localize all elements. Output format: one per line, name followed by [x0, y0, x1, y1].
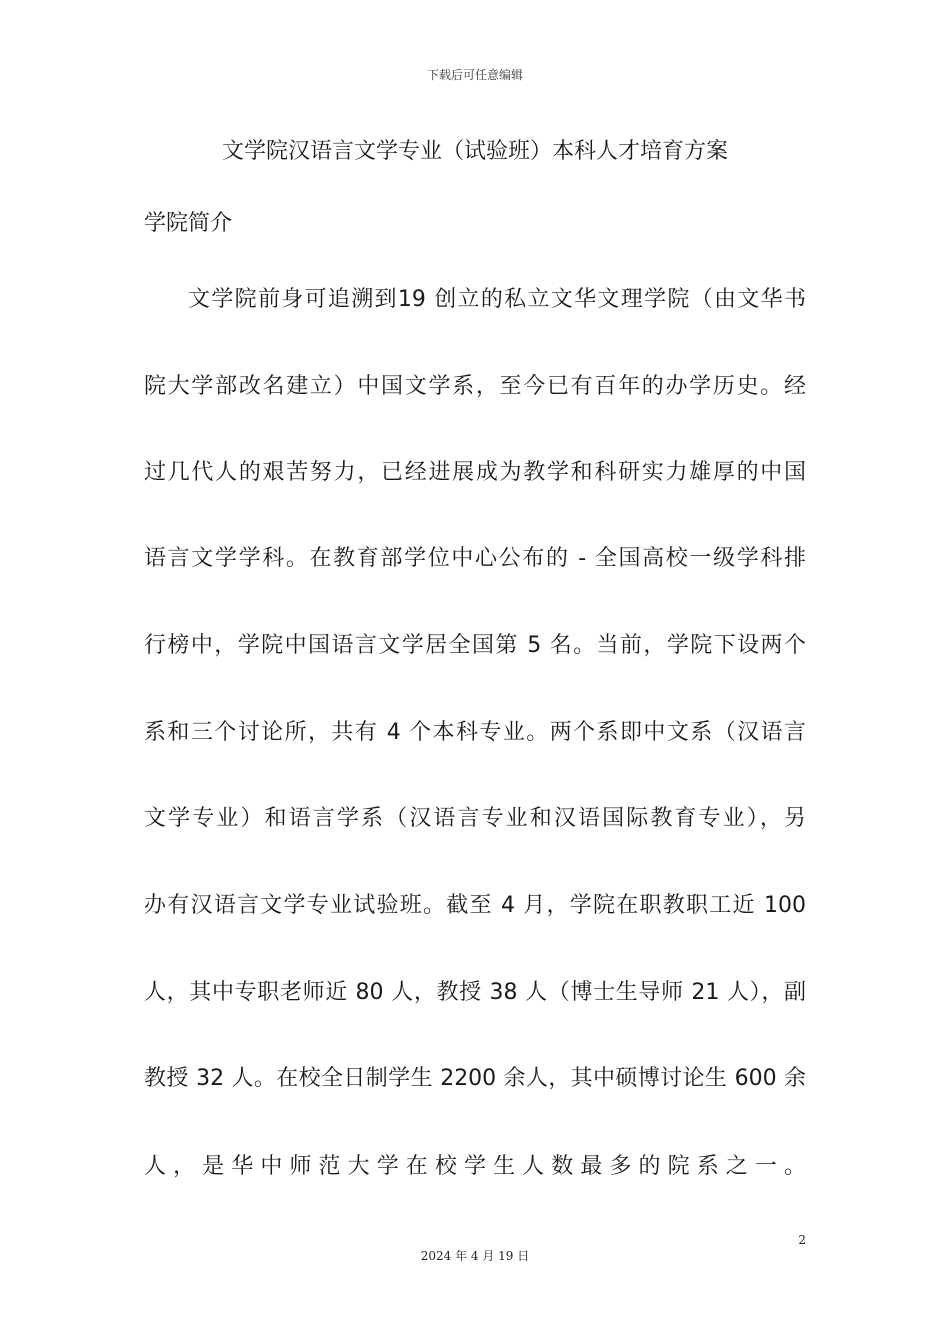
paragraph-line: 办有汉语言文学专业试验班。截至 4 月，学院在职教职工近 100 — [144, 893, 806, 918]
paragraph-line: 行榜中，学院中国语言文学居全国第 5 名。当前，学院下设两个 — [144, 633, 806, 658]
section-heading: 学院简介 — [144, 211, 233, 236]
paragraph-line: 系和三个讨论所，共有 4 个本科专业。两个系即中文系（汉语言 — [144, 720, 806, 745]
paragraph-line: 过几代人的艰苦努力，已经进展成为教学和科研实力雄厚的中国 — [144, 460, 806, 485]
paragraph-line: 文学专业）和语言学系（汉语言专业和汉语国际教育专业），另 — [144, 806, 806, 831]
paragraph-line: 院大学部改名建立）中国文学系，至今已有百年的办学历史。经 — [144, 374, 806, 399]
paragraph-line: 文学院前身可追溯到19 创立的私立文华文理学院（由文华书 — [188, 287, 806, 312]
footer-date: 2024 年 4 月 19 日 — [420, 1249, 530, 1263]
paragraph-line: 教授 32 人。在校全日制学生 2200 余人，其中硕博讨论生 600 余 — [144, 1066, 806, 1091]
paragraph-line: 语言文学学科。在教育部学位中心公布的 - 全国高校一级学科排 — [144, 546, 806, 571]
document-title: 文学院汉语言文学专业（试验班）本科人才培育方案 — [221, 139, 728, 164]
page-number: 2 — [798, 1233, 806, 1247]
paragraph-line: 人，是华中师范大学在校学生人数最多的院系之一。 — [144, 1154, 806, 1179]
header-note: 下载后可任意编辑 — [426, 68, 523, 82]
paragraph-line: 人，其中专职老师近 80 人，教授 38 人（博士生导师 21 人），副 — [144, 980, 806, 1005]
